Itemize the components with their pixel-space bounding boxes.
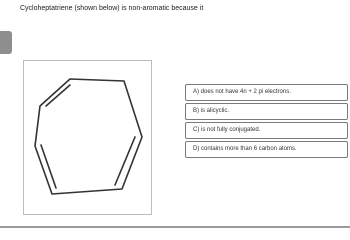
- choice-a[interactable]: [185, 84, 348, 101]
- question-text: Cycloheptatriene (shown below) is non-aromatic because it: [20, 5, 204, 12]
- choice-c[interactable]: [185, 122, 348, 139]
- choice-c-label: C) is not fully conjugated.: [193, 127, 261, 133]
- choice-b-label: B) is alicyclic.: [193, 108, 230, 114]
- structure-image-box: [23, 60, 152, 215]
- cycloheptatriene-structure-icon: [24, 61, 153, 216]
- choice-d-label: D) contains more than 6 carbon atoms.: [193, 146, 297, 152]
- choice-d[interactable]: [185, 141, 348, 158]
- choice-b[interactable]: [185, 103, 348, 120]
- bottom-divider: [0, 226, 350, 228]
- answer-choices: [185, 84, 348, 160]
- choice-a-label: A) does not have 4n + 2 pi electrons.: [193, 89, 291, 95]
- side-tab[interactable]: [0, 31, 12, 54]
